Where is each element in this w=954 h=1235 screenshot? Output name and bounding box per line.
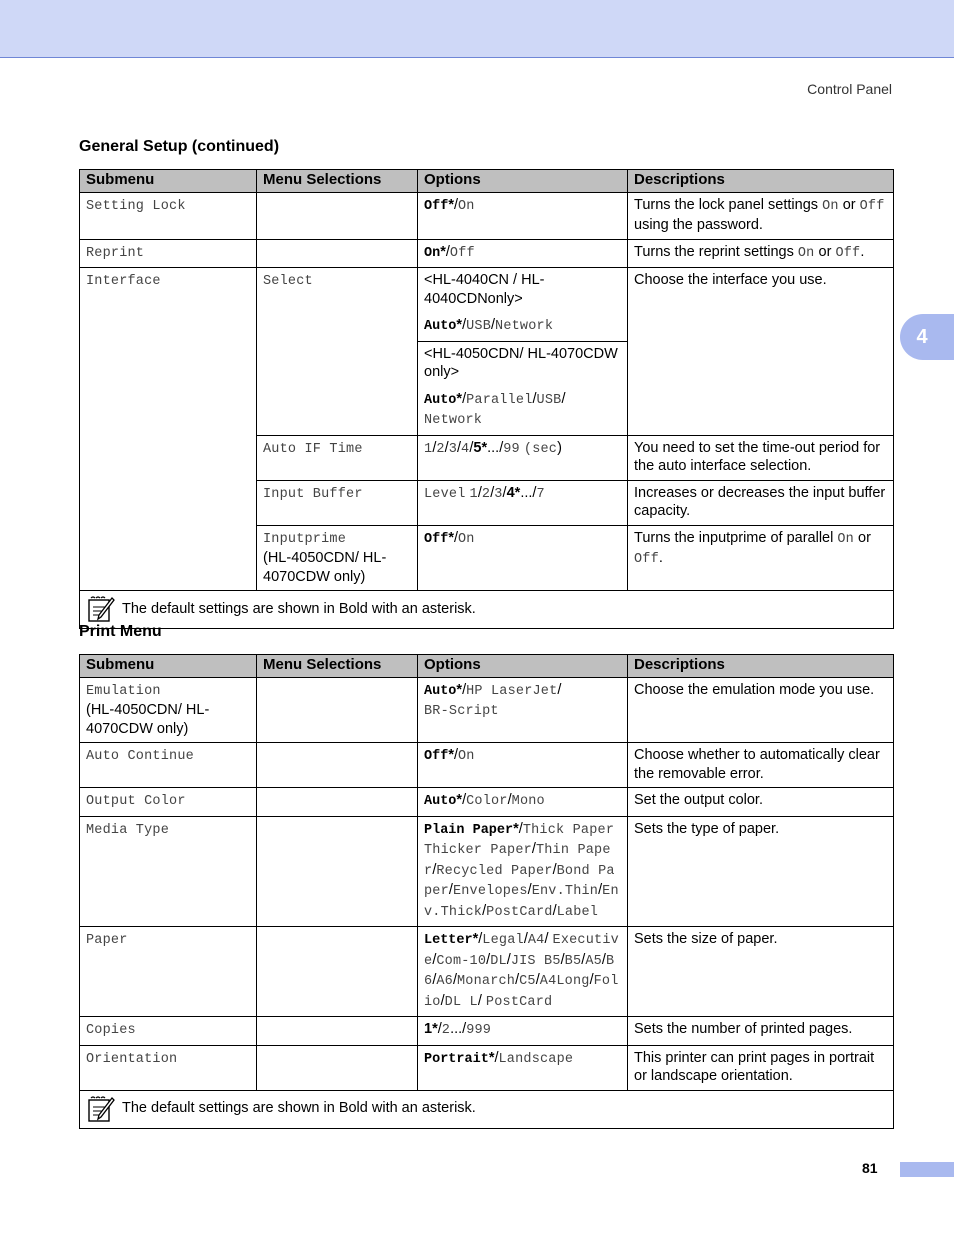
options-cell: On*/Off [418,239,628,268]
submenu-cell: Output Color [80,788,257,817]
description-cell: Choose the interface you use. [628,268,894,436]
options-cell: Level 1/2/3/4*.../7 [418,480,628,525]
selection-cell [257,743,418,788]
note-pencil-icon [86,595,116,623]
print-menu-title: Print Menu [79,623,162,640]
options-cell: Off*/On [418,743,628,788]
submenu-cell: Media Type [80,816,257,927]
col-header-submenu: Submenu [80,655,257,678]
submenu-cell: Auto Continue [80,743,257,788]
print-menu-table [79,654,894,1129]
selection-cell [257,677,418,743]
table-header-row [80,655,894,678]
submenu-cell: Paper [80,927,257,1017]
submenu-cell: Orientation [80,1045,257,1090]
options-cell: Plain Paper*/Thick Paper Thicker Paper/Thin Paper/Recycled Paper/Bond Paper/Envelopes/Env.Thin/Env.Thick/PostCard/Label [418,816,628,927]
col-header-menu-selections: Menu Selections [257,170,418,193]
running-header: Control Panel [807,81,892,97]
selection-cell: Auto IF Time [257,435,418,480]
description-cell: Turns the reprint settings On or Off. [628,239,894,268]
options-cell: Off*/On [418,192,628,239]
options-cell: Auto*/HP LaserJet/ BR-Script [418,677,628,743]
selection-cell [257,927,418,1017]
table-header-row [80,170,894,193]
page-number-bar [900,1162,954,1177]
submenu-cell: Copies [80,1017,257,1046]
selection-cell [257,192,418,239]
selection-cell [257,788,418,817]
selection-cell: Input Buffer [257,480,418,525]
submenu-cell: Emulation (HL-4050CDN/ HL-4070CDW only) [80,677,257,743]
page-number: 81 [862,1160,878,1176]
options-cell: Auto*/Color/Mono [418,788,628,817]
selection-cell: Inputprime (HL-4050CDN/ HL-4070CDW only) [257,525,418,591]
model-option-group: <HL-4040CN / HL-4040CDNonly> Auto*/USB/Network [424,272,554,334]
description-cell: Turns the lock panel settings On or Off using the password. [628,192,894,239]
col-header-descriptions: Descriptions [628,655,894,678]
options-cell [418,268,628,436]
selection-cell [257,239,418,268]
general-setup-title: General Setup (continued) [79,138,280,155]
col-header-menu-selections: Menu Selections [257,655,418,678]
options-cell: 1/2/3/4/5*.../99 (sec) [418,435,628,480]
description-cell: Choose whether to automatically clear the removable error. [628,743,894,788]
options-cell: 1*/2.../999 [418,1017,628,1046]
description-cell: Increases or decreases the input buffer capacity. [628,480,894,525]
options-cell: Letter*/Legal/A4/ Executive/Com-10/DL/JIS B5/B5/A5/B6/A6/Monarch/C5/A4Long/Folio/DL L/ PostCard [418,927,628,1017]
col-header-submenu: Submenu [80,170,257,193]
description-cell: Sets the size of paper. [628,927,894,1017]
description-cell: Sets the type of paper. [628,816,894,927]
selection-cell: Select [257,268,418,436]
table-row [80,1045,894,1090]
options-cell: Off*/On [418,525,628,591]
description-cell: You need to set the time-out period for the auto interface selection. [628,435,894,480]
table-row [80,927,894,1017]
table-row [80,816,894,927]
selection-cell [257,1017,418,1046]
model-option-group: <HL-4050CDN/ HL-4070CDW only> Auto*/Parallel/USB/ Network [418,341,627,435]
table-row [80,1017,894,1046]
table-row [80,677,894,743]
note-text: The default settings are shown in Bold with an asterisk. [122,600,476,617]
note-row [80,1090,894,1128]
note-text: The default settings are shown in Bold with an asterisk. [122,1100,476,1117]
submenu-cell: Reprint [80,239,257,268]
note-row [80,591,894,629]
table-row [80,268,894,436]
submenu-cell: Interface [80,268,257,591]
options-cell: Portrait*/Landscape [418,1045,628,1090]
table-row [80,743,894,788]
description-cell: Choose the emulation mode you use. [628,677,894,743]
selection-cell [257,1045,418,1090]
description-cell: Set the output color. [628,788,894,817]
table-row [80,788,894,817]
col-header-descriptions: Descriptions [628,170,894,193]
col-header-options: Options [418,170,628,193]
chapter-tab [900,314,954,360]
submenu-cell: Setting Lock [80,192,257,239]
table-row [80,192,894,239]
description-cell: This printer can print pages in portrait or landscape orientation. [628,1045,894,1090]
general-setup-table [79,169,894,629]
header-band [0,0,954,58]
note-pencil-icon [86,1095,116,1123]
description-cell: Turns the inputprime of parallel On or Off. [628,525,894,591]
description-cell: Sets the number of printed pages. [628,1017,894,1046]
chapter-number: 4 [916,325,928,348]
col-header-options: Options [418,655,628,678]
selection-cell [257,816,418,927]
table-row [80,239,894,268]
